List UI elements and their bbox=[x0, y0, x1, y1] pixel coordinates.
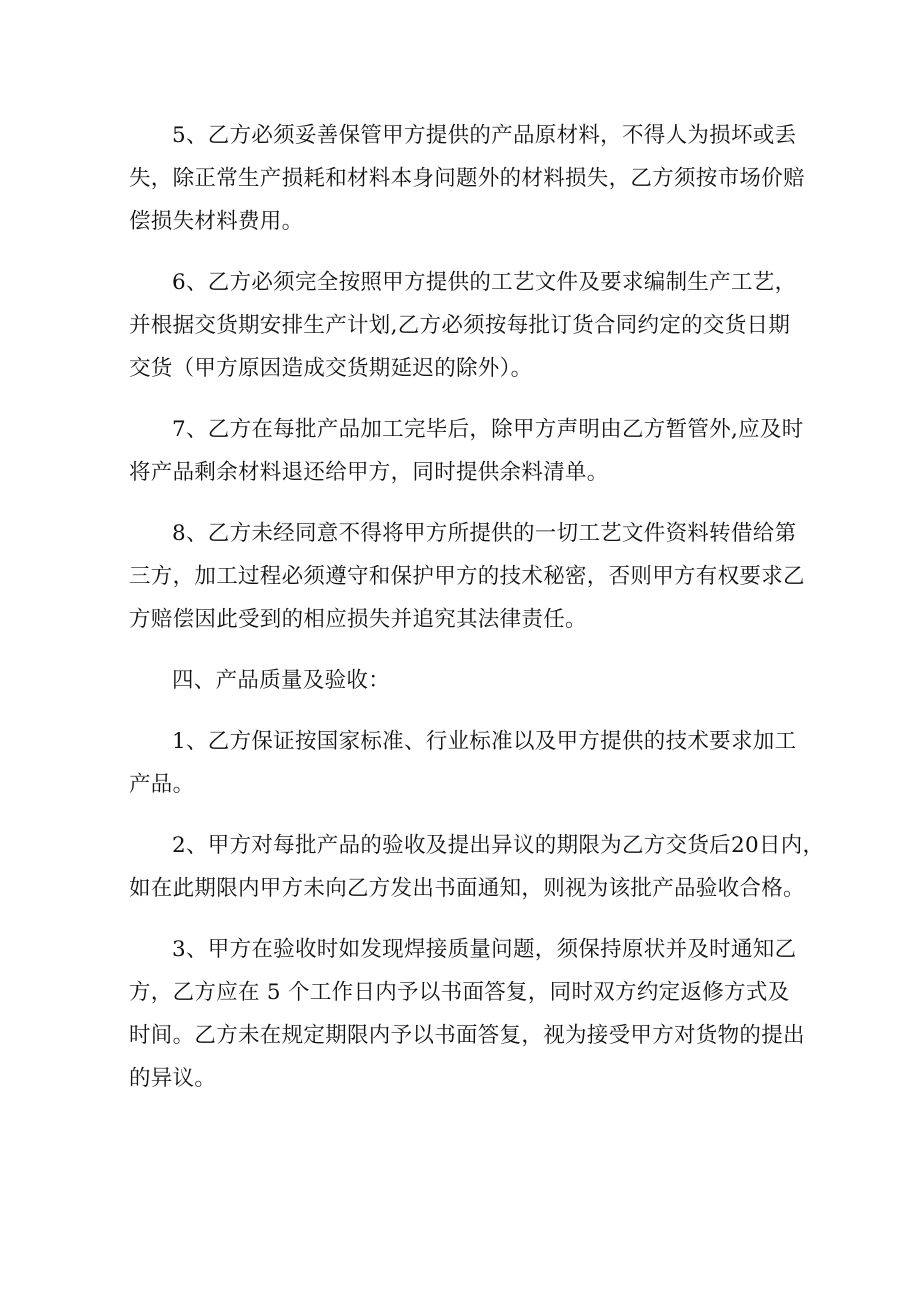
section-4-clause-3-paragraph bbox=[129, 928, 805, 1100]
text-line: 产品。 bbox=[129, 772, 195, 797]
text-line: 时间。乙方未在规定期限内予以书面答复，视为接受甲方对货物的提出 bbox=[129, 1023, 805, 1048]
text-line: 失，除正常生产损耗和材料本身问题外的材料损失，乙方须按市场价赔 bbox=[129, 166, 805, 191]
text-line: 如在此期限内甲方未向乙方发出书面通知，则视为该批产品验收合格。 bbox=[129, 876, 805, 901]
text-line: 将产品剩余材料退还给甲方，同时提供余料清单。 bbox=[129, 460, 609, 485]
clause-6-paragraph bbox=[129, 261, 805, 390]
text-line: 的异议。 bbox=[129, 1066, 217, 1091]
section-heading bbox=[129, 659, 805, 702]
clause-5-paragraph bbox=[129, 114, 805, 243]
text-line: 交货（甲方原因造成交货期延迟的除外）。 bbox=[129, 356, 533, 381]
text-line: 6、乙方必须完全按照甲方提供的工艺文件及要求编制生产工艺， bbox=[172, 270, 797, 295]
text-line: 2、甲方对每批产品的验收及提出异议的期限为乙方交货后20日内， bbox=[172, 833, 825, 858]
section-4-clause-1-paragraph bbox=[129, 720, 805, 806]
text-line: 3、甲方在验收时如发现焊接质量问题，须保持原状并及时通知乙 bbox=[172, 937, 797, 962]
text-line: 方，乙方应在 5 个工作日内予以书面答复，同时双方约定返修方式及 bbox=[129, 980, 790, 1005]
text-line: 方赔偿因此受到的相应损失并追究其法律责任。 bbox=[129, 607, 587, 632]
text-line: 并根据交货期安排生产计划,乙方必须按每批订货合同约定的交货日期 bbox=[129, 313, 791, 338]
clause-8-paragraph bbox=[129, 512, 805, 641]
section-heading-text: 四、产品质量及验收： bbox=[172, 668, 391, 693]
text-line: 8、乙方未经同意不得将甲方所提供的一切工艺文件资料转借给第 bbox=[172, 521, 797, 546]
text-line: 7、乙方在每批产品加工完毕后，除甲方声明由乙方暂管外,应及时 bbox=[172, 417, 804, 442]
clause-7-paragraph bbox=[129, 408, 805, 494]
text-line: 5、乙方必须妥善保管甲方提供的产品原材料，不得人为损坏或丢 bbox=[172, 123, 797, 148]
text-line: 偿损失材料费用。 bbox=[129, 209, 304, 234]
text-line: 1、乙方保证按国家标准、行业标准以及甲方提供的技术要求加工 bbox=[172, 729, 797, 754]
document-body bbox=[129, 114, 825, 1118]
text-line: 三方，加工过程必须遵守和保护甲方的技术秘密，否则甲方有权要求乙 bbox=[129, 564, 805, 589]
section-4-clause-2-paragraph bbox=[129, 824, 825, 910]
